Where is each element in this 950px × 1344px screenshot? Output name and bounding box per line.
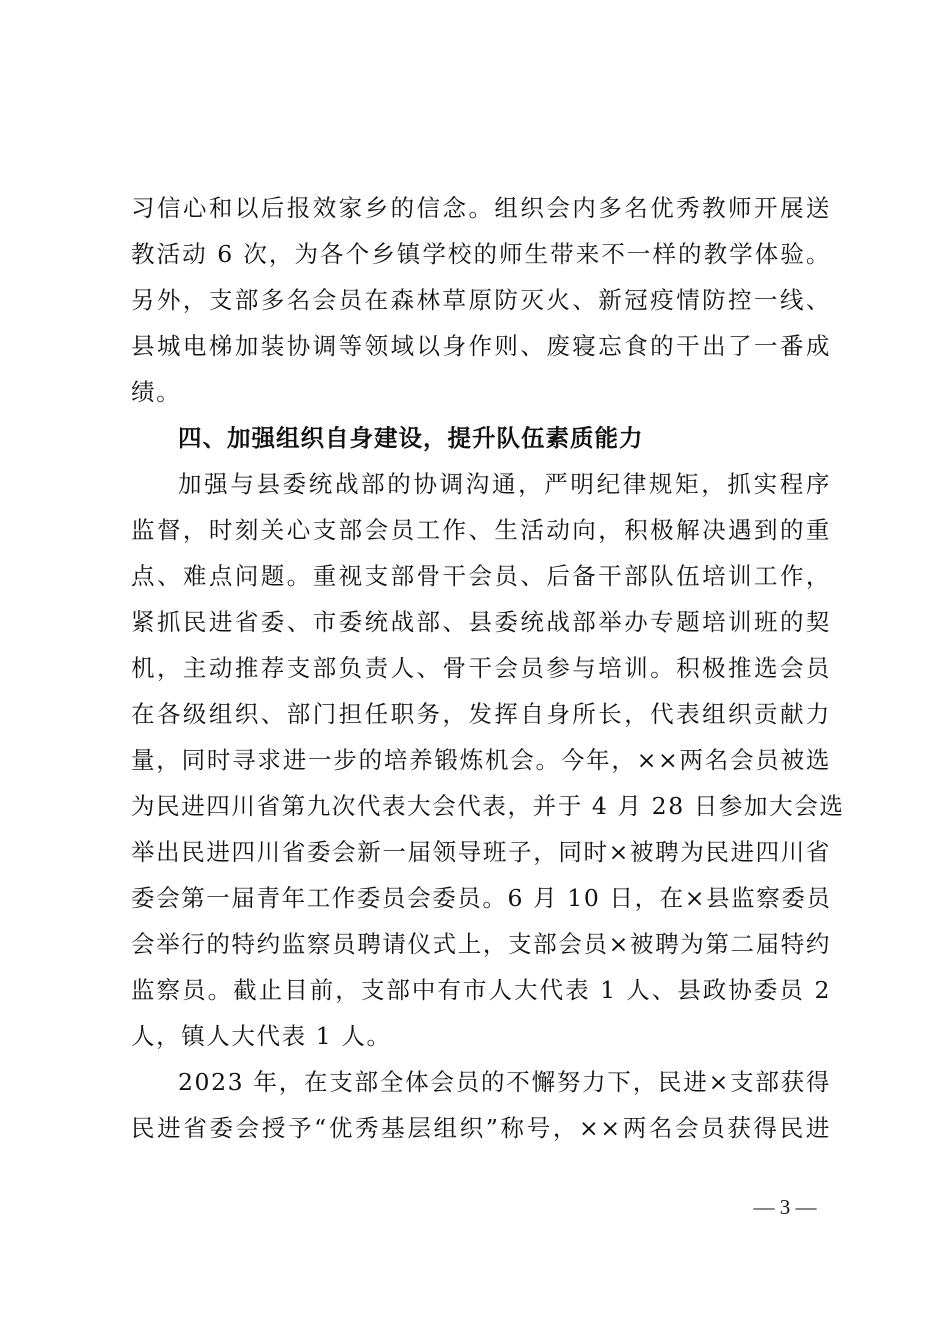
text-line: 习信心和以后报效家乡的信念。组织会内多名优秀教师开展送	[131, 194, 831, 222]
text-line: 在各级组织、部门担任职务，发挥自身所长，代表组织贡献力	[131, 700, 831, 728]
text-line: 为民进四川省第九次代表大会代表，并于 4 月 28 日参加大会选	[131, 792, 845, 820]
paragraph-first-line: 加强与县委统战部的协调沟通，严明纪律规矩，抓实程序	[178, 470, 831, 498]
text-line: 民进省委会授予“优秀基层组织”称号，××两名会员获得民进	[131, 1114, 831, 1142]
text-line: 另外，支部多名会员在森林草原防灭火、新冠疫情防控一线、	[131, 286, 831, 314]
page-number: — 3 —	[753, 1195, 817, 1219]
text-line: 紧抓民进省委、市委统战部、县委统战部举办专题培训班的契	[131, 608, 831, 636]
text-line: 量，同时寻求进一步的培养锻炼机会。今年，××两名会员被选	[131, 746, 831, 774]
text-line: 点、难点问题。重视支部骨干会员、后备干部队伍培训工作，	[131, 562, 831, 590]
paragraph-first-line: 2023 年，在支部全体会员的不懈努力下，民进×支部获得	[178, 1068, 831, 1096]
text-line: 教活动 6 次，为各个乡镇学校的师生带来不一样的教学体验。	[131, 240, 831, 268]
text-line: 监督，时刻关心支部会员工作、生活动向，积极解决遇到的重	[131, 516, 831, 544]
text-line: 机，主动推荐支部负责人、骨干会员参与培训。积极推选会员	[131, 654, 831, 682]
section-heading: 四、加强组织自身建设，提升队伍素质能力	[178, 424, 644, 452]
text-line: 举出民进四川省委会新一届领导班子，同时×被聘为民进四川省	[131, 838, 831, 866]
text-line: 会举行的特约监察员聘请仪式上，支部会员×被聘为第二届特约	[131, 930, 831, 958]
text-line: 监察员。截止目前，支部中有市人大代表 1 人、县政协委员 2	[131, 976, 831, 1004]
text-line: 县城电梯加装协调等领域以身作则、废寝忘食的干出了一番成	[131, 332, 831, 360]
text-line: 人，镇人大代表 1 人。	[131, 1022, 392, 1050]
text-line: 委会第一届青年工作委员会委员。6 月 10 日，在×县监察委员	[131, 884, 832, 912]
text-line: 绩。	[131, 378, 182, 406]
